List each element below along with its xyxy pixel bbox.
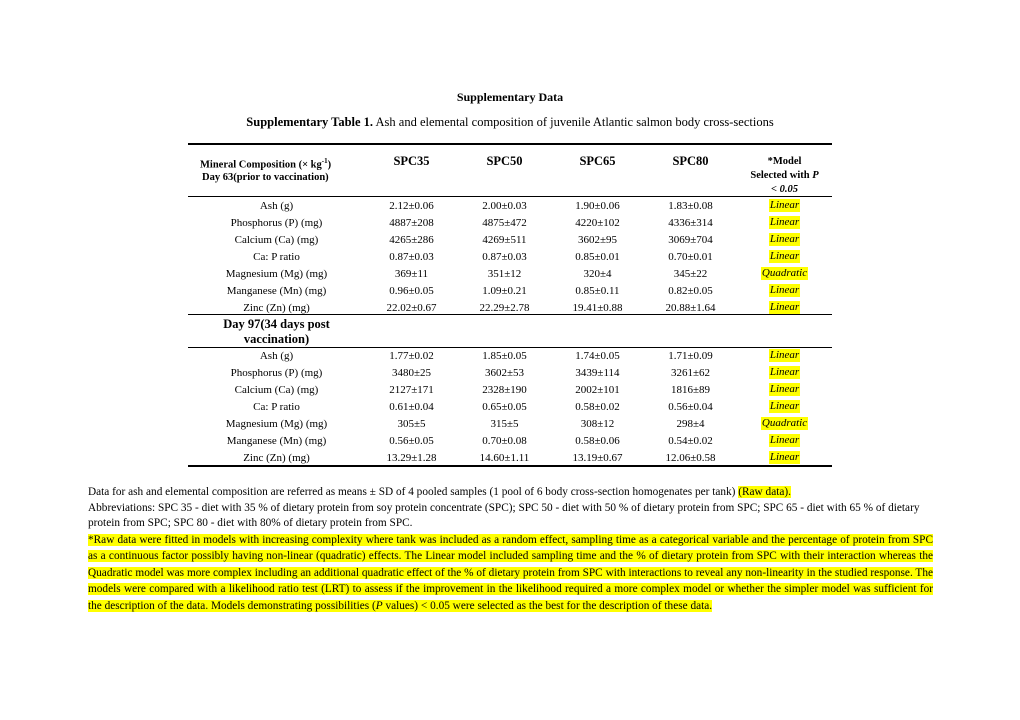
value-cell: 0.85±0.01	[575, 250, 620, 263]
model-cell	[737, 381, 832, 398]
day63-row	[188, 214, 832, 231]
value-cell: 2.12±0.06	[389, 199, 434, 212]
row-label: Calcium (Ca) (mg)	[234, 383, 319, 396]
value-cell: 0.56±0.05	[389, 434, 434, 447]
header-spc50: SPC50	[486, 154, 523, 168]
value-cell: 351±12	[487, 267, 522, 280]
value-cell: 0.61±0.04	[389, 400, 434, 413]
value-cell: 13.29±1.28	[386, 451, 437, 464]
day97-row	[188, 381, 832, 398]
value-cell: 0.82±0.05	[668, 284, 713, 297]
value-cell: 4887±208	[389, 216, 434, 229]
model-value: Quadratic	[761, 417, 808, 429]
value-cell: 4265±286	[389, 233, 434, 246]
value-cell: 1.90±0.06	[575, 199, 620, 212]
model-cell	[737, 231, 832, 248]
value-cell: 0.87±0.03	[389, 250, 434, 263]
day63-row	[188, 231, 832, 248]
data-note: Data for ash and elemental composition are referred as means ± SD of 4 pooled samples (1 pool of 6 body cross-section homogenates per tank) (Raw data).	[88, 486, 791, 498]
table-caption-label: Supplementary Table 1.	[246, 115, 374, 129]
value-cell: 1.09±0.21	[482, 284, 527, 297]
model-value: Linear	[769, 451, 800, 463]
value-cell: 3602±95	[577, 233, 618, 246]
day97-table	[188, 347, 832, 466]
day63-row	[188, 265, 832, 282]
model-cell	[737, 432, 832, 449]
table-caption-text: Ash and elemental composition of juvenile Atlantic salmon body cross-sections	[373, 115, 774, 129]
value-cell: 298±4	[676, 417, 705, 430]
day97-section-label: Day 97(34 days post vaccination)	[223, 317, 330, 346]
value-cell: 0.56±0.04	[668, 400, 713, 413]
value-cell: 308±12	[580, 417, 615, 430]
raw-data-link[interactable]: (Raw data).	[738, 486, 791, 498]
row-label: Ash (g)	[259, 349, 294, 362]
model-value: Linear	[769, 383, 800, 395]
day63-row	[188, 197, 832, 214]
value-cell: 4336±314	[668, 216, 713, 229]
model-value: Linear	[769, 284, 800, 296]
value-cell: 0.58±0.06	[575, 434, 620, 447]
value-cell: 0.54±0.02	[668, 434, 713, 447]
value-cell: 1.85±0.05	[482, 349, 527, 362]
model-value: Linear	[769, 250, 800, 262]
model-value: Linear	[769, 400, 800, 412]
row-label: Calcium (Ca) (mg)	[234, 233, 319, 246]
value-cell: 4875±472	[482, 216, 527, 229]
value-cell: 2002±101	[575, 383, 620, 396]
day97-row	[188, 347, 832, 364]
value-cell: 22.29±2.78	[479, 301, 530, 314]
value-cell: 4269±511	[482, 233, 527, 246]
day63-row	[188, 282, 832, 299]
model-cell	[737, 364, 832, 381]
value-cell: 3069±704	[668, 233, 713, 246]
row-label: Manganese (Mn) (mg)	[226, 434, 327, 447]
model-value: Linear	[769, 199, 800, 211]
value-cell: 1816±89	[670, 383, 711, 396]
day63-row	[188, 299, 832, 316]
value-cell: 20.88±1.64	[665, 301, 716, 314]
row-label: Zinc (Zn) (mg)	[243, 301, 310, 314]
abbreviations-note: Abbreviations: SPC 35 - diet with 35 % of dietary protein from soy protein concentrate (SPC); SPC 50 - diet with 50 % of dietary protein from SPC; SPC 65 - diet with 65 % of dietary protein from SPC; SPC 80 - diet with 80% of dietary protein from SPC.	[88, 501, 920, 529]
value-cell: 3261±62	[670, 366, 711, 379]
row-label: Phosphorus (P) (mg)	[230, 216, 323, 229]
model-value: Linear	[769, 349, 800, 361]
value-cell: 2127±171	[389, 383, 434, 396]
value-cell: 19.41±0.88	[572, 301, 623, 314]
row-label: Ash (g)	[259, 199, 294, 212]
value-cell: 0.70±0.08	[482, 434, 527, 447]
value-cell: 0.70±0.01	[668, 250, 713, 263]
model-cell	[737, 214, 832, 231]
value-cell: 1.74±0.05	[575, 349, 620, 362]
day63-row	[188, 248, 832, 265]
row-label: Ca: P ratio	[253, 250, 300, 263]
notes	[88, 484, 933, 614]
header-day63: Day 63(prior to vaccination)	[202, 172, 329, 183]
value-cell: 0.87±0.03	[482, 250, 527, 263]
model-cell	[737, 415, 832, 432]
header-spc65: SPC65	[579, 154, 616, 168]
header-model: *Model Selected with P < 0.05	[750, 156, 819, 195]
model-cell	[737, 248, 832, 265]
value-cell: 2328±190	[482, 383, 527, 396]
value-cell: 0.85±0.11	[575, 284, 620, 297]
model-value: Linear	[769, 434, 800, 446]
day97-row	[188, 415, 832, 432]
value-cell: 315±5	[490, 417, 519, 430]
row-label: Phosphorus (P) (mg)	[230, 366, 323, 379]
model-cell	[737, 265, 832, 282]
value-cell: 4220±102	[575, 216, 620, 229]
value-cell: 3602±53	[484, 366, 525, 379]
model-value: Linear	[769, 301, 800, 313]
day63-table	[188, 197, 832, 316]
header-spc35: SPC35	[393, 154, 430, 168]
day97-row	[188, 398, 832, 415]
page-title: Supplementary Data	[456, 90, 564, 104]
model-cell	[737, 347, 832, 364]
row-label: Zinc (Zn) (mg)	[243, 451, 310, 464]
table-top-rule	[188, 143, 832, 145]
value-cell: 1.71±0.09	[668, 349, 713, 362]
header-spc80: SPC80	[672, 154, 709, 168]
row-label: Magnesium (Mg) (mg)	[225, 267, 328, 280]
model-note: *Raw data were fitted in models with increasing complexity where tank was included as a random effect, sampling time as a categorical variable and the percentage of protein from SPC as a continuous factor possibly having non-linear (quadratic) effects. The Linear model included sampling time and the % of dietary protein from SPC with their interaction whereas the Quadratic model was more complex including an additional quadratic effect of the % of dietary protein from SPC with interactions to reveal any non-linearity in the studied response. The models were compared with a likelihood ratio test (LRT) to assess if the improvement in the likelihood required a more complex model or whether the simpler model was sufficient for the description of the data. Models demonstrating possibilities (P values) < 0.05 were selected as the best for the description of these data.	[88, 533, 933, 612]
day97-row	[188, 432, 832, 449]
model-value: Linear	[769, 216, 800, 228]
value-cell: 0.65±0.05	[482, 400, 527, 413]
header-mineral-composition: Mineral Composition (× $kg^{-1}$)	[200, 157, 332, 171]
value-cell: 3480±25	[391, 366, 432, 379]
value-cell: 369±11	[394, 267, 429, 280]
model-value: Linear	[769, 366, 800, 378]
model-cell	[737, 398, 832, 415]
value-cell: 320±4	[583, 267, 612, 280]
value-cell: 12.06±0.58	[665, 451, 716, 464]
value-cell: 345±22	[673, 267, 708, 280]
value-cell: 13.19±0.67	[572, 451, 623, 464]
value-cell: 2.00±0.03	[482, 199, 527, 212]
model-value: Quadratic	[761, 267, 808, 279]
value-cell: 305±5	[397, 417, 426, 430]
row-label: Magnesium (Mg) (mg)	[225, 417, 328, 430]
model-cell	[737, 282, 832, 299]
value-cell: 1.77±0.02	[389, 349, 434, 362]
value-cell: 3439±114	[575, 366, 620, 379]
row-label: Manganese (Mn) (mg)	[226, 284, 327, 297]
value-cell: 22.02±0.67	[386, 301, 437, 314]
value-cell: 14.60±1.11	[479, 451, 530, 464]
model-cell	[737, 299, 832, 316]
model-value: Linear	[769, 233, 800, 245]
table-caption	[0, 115, 1020, 130]
model-cell	[737, 449, 832, 466]
value-cell: 0.96±0.05	[389, 284, 434, 297]
row-label: Ca: P ratio	[253, 400, 300, 413]
value-cell: 1.83±0.08	[668, 199, 713, 212]
value-cell: 0.58±0.02	[575, 400, 620, 413]
model-cell	[737, 197, 832, 214]
day97-row	[188, 449, 832, 466]
day97-row	[188, 364, 832, 381]
